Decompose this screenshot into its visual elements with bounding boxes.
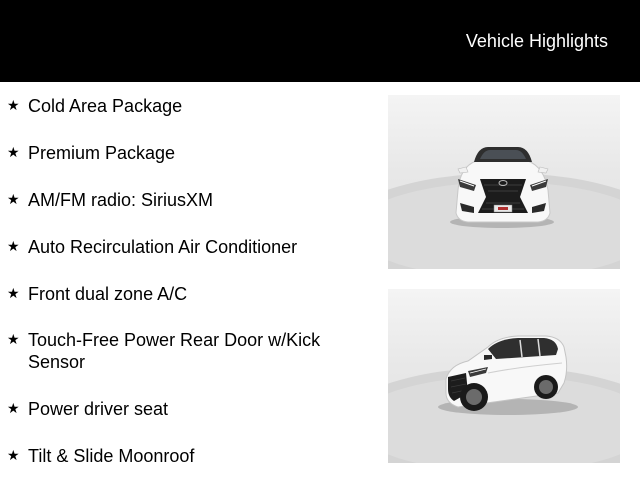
feature-label: Front dual zone A/C (28, 284, 188, 304)
feature-label: AM/FM radio: SiriusXM (28, 190, 214, 210)
star-bullet-icon: ★ (7, 144, 20, 160)
star-bullet-icon: ★ (7, 331, 20, 347)
feature-label: Tilt & Slide Moonroof (28, 446, 195, 466)
feature-label: Power driver seat (28, 399, 169, 419)
car-front-view-image (388, 95, 620, 269)
star-bullet-icon: ★ (7, 238, 20, 254)
star-bullet-icon: ★ (7, 447, 20, 463)
star-bullet-icon: ★ (7, 97, 20, 113)
star-bullet-icon: ★ (7, 191, 20, 207)
feature-label: Cold Area Package (28, 96, 183, 116)
vehicle-photo-side[interactable] (388, 289, 620, 463)
feature-label: Premium Package (28, 143, 176, 163)
car-side-view-image (388, 289, 620, 463)
header-bar (0, 0, 640, 82)
star-bullet-icon: ★ (7, 400, 20, 416)
page-title: Vehicle Highlights (465, 31, 608, 51)
star-bullet-icon: ★ (7, 285, 20, 301)
feature-label: Auto Recirculation Air Conditioner (28, 237, 298, 257)
feature-label: Touch-Free Power Rear Door w/Kick Sensor (28, 330, 321, 372)
vehicle-photo-front[interactable] (388, 95, 620, 269)
